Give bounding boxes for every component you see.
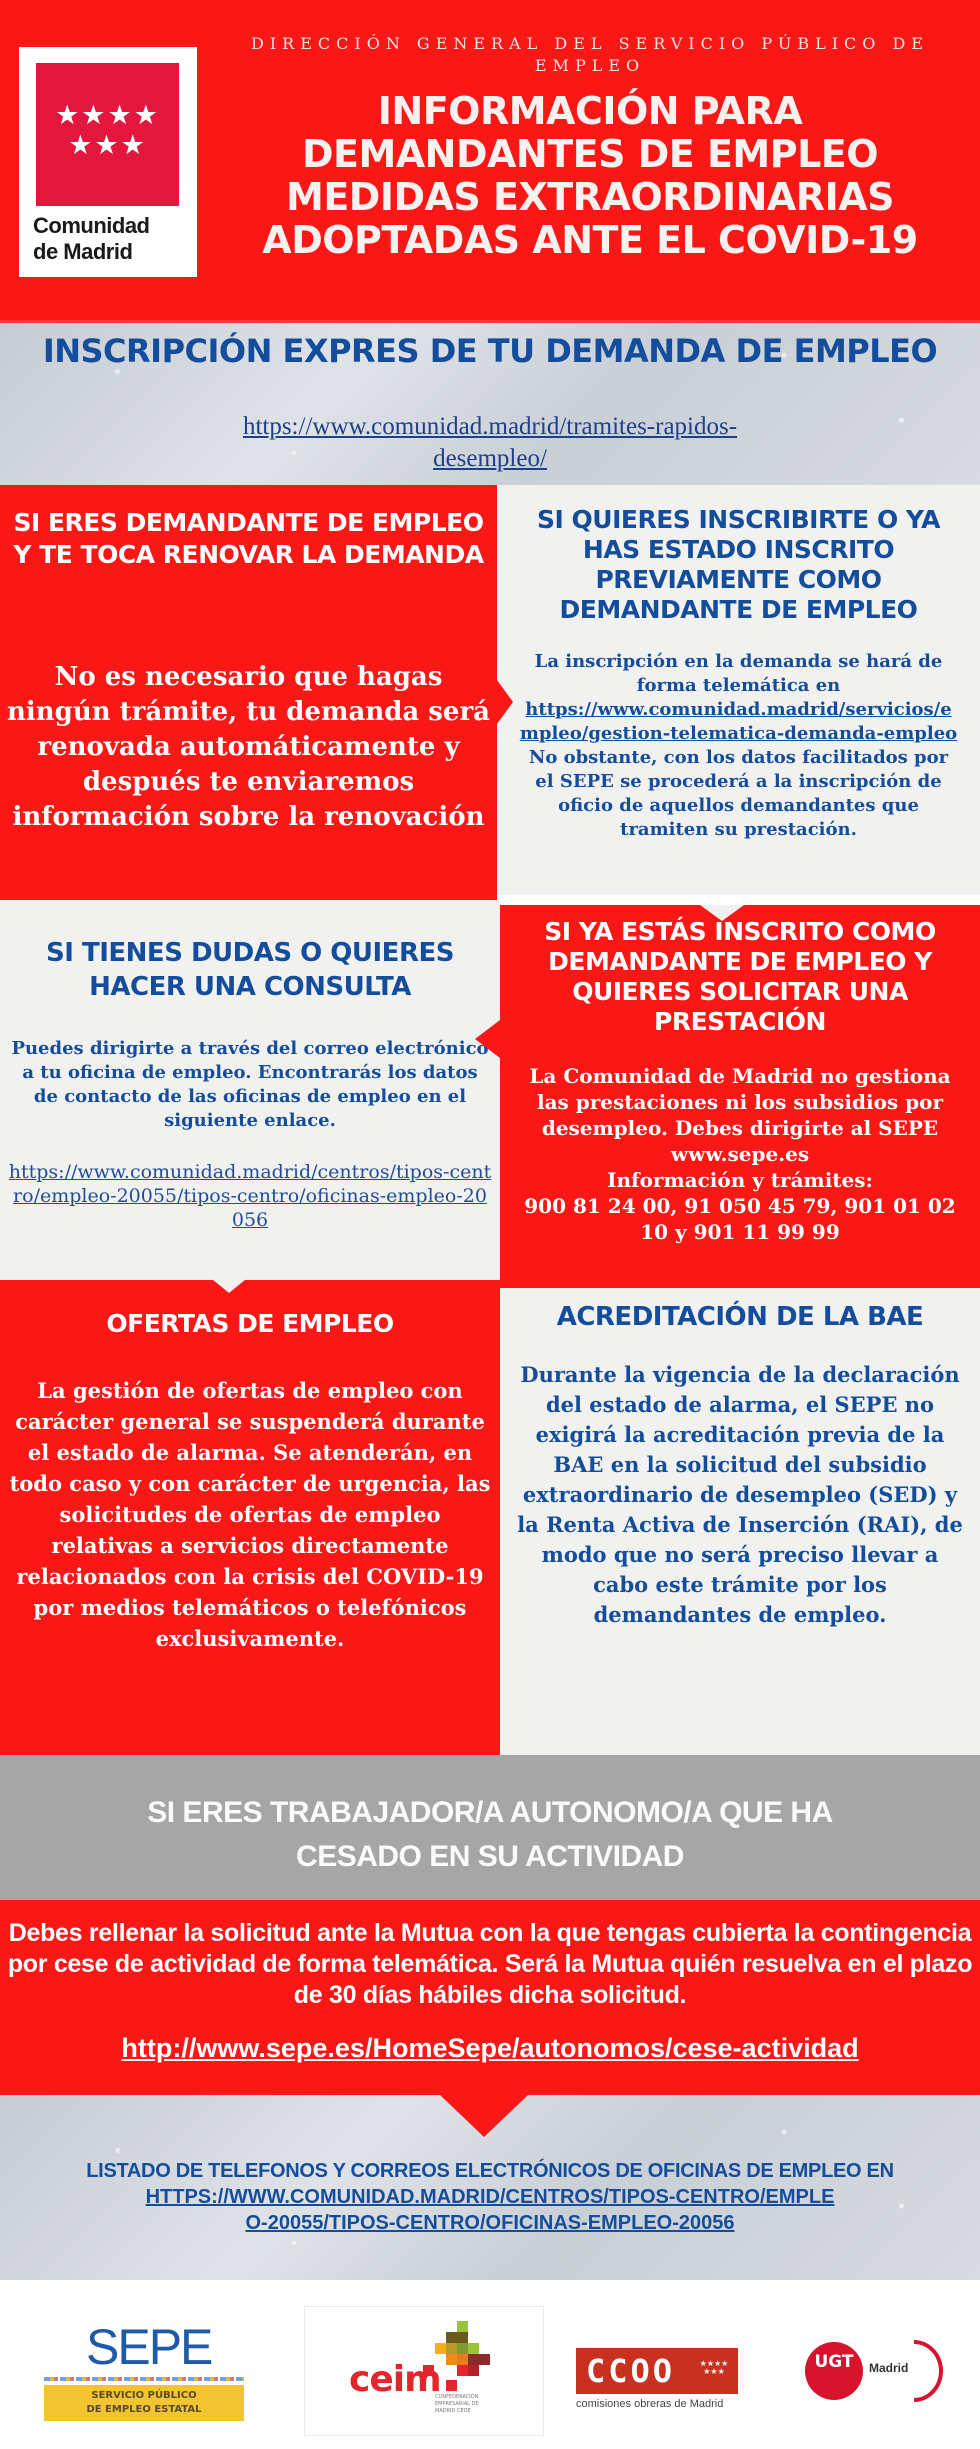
listado-title: LISTADO DE TELEFONOS Y CORREOS ELECTRÓNICOS DE OFICINAS DE EMPLEO EN: [86, 2160, 894, 2182]
gestion-telematica-link[interactable]: https://www.comunidad.madrid/servicios/empleo/gestion-telematica-demanda-empleo: [519, 699, 958, 744]
autonomo-body: Debes rellenar la solicitud ante la Mutua con la que tengas cubierta la contingencia por cese de actividad de forma telemática. Será la Mutua quién resuelva en el plazo de 30 días hábiles dicha solicitud.: [7, 1919, 973, 2009]
ugt-logo: UGT Madrid: [805, 2342, 935, 2404]
divider: [500, 1280, 980, 1288]
dudas-body: Puedes dirigirte a través del correo electrónico a tu oficina de empleo. Encontrarás los datos de contacto de las oficinas de empleo en el siguiente enlace.: [11, 1038, 489, 1131]
phone-numbers: 900 81 24 00, 91 050 45 79, 901 01 02 10 y 901 11 99 99: [524, 1194, 956, 1244]
logo-text: Comunidad de Madrid: [33, 213, 150, 264]
comunidad-madrid-logo: [19, 47, 197, 277]
logo-flag: [36, 63, 179, 206]
autonomo-header: [0, 1755, 980, 1900]
org-line: DIRECCIÓN GENERAL DEL SERVICIO PÚBLICO DE EMPLEO: [251, 34, 929, 75]
inscripcion-link[interactable]: https://www.comunidad.madrid/tramites-rapidos-desempleo/: [242, 413, 738, 472]
renovar-section: [0, 485, 497, 900]
listado-link[interactable]: HTTPS://WWW.COMUNIDAD.MADRID/CENTROS/TIPOS-CENTRO/EMPLEO-20055/TIPOS-CENTRO/OFICINAS-EMPLEO-20056: [145, 2186, 835, 2234]
dudas-title: SI TIENES DUDAS O QUIERES HACER UNA CONSULTA: [46, 938, 454, 1002]
header: [0, 0, 980, 320]
bae-section: [500, 1280, 980, 1755]
oficinas-link[interactable]: https://www.comunidad.madrid/centros/tipos-centro/empleo-20055/tipos-centro/oficinas-empleo-20056: [8, 1161, 492, 1231]
arrow-down-decoration: [700, 905, 744, 921]
autonomo-section: [0, 1900, 980, 2095]
inscribirte-body: La inscripción en la demanda se hará de forma telemática en https://www.comunidad.madrid/servicios/empleo/gestion-telematica-demanda-empleo No obstante, con los datos facilitados por el SEPE se procederá a la inscripción de oficio de aquellos demandantes que tramiten su prestación.: [517, 650, 960, 842]
ofertas-title: OFERTAS DE EMPLEO: [106, 1309, 394, 1338]
stars-icon: ★★★★ ★★★: [699, 2359, 729, 2376]
renovar-title: SI ERES DEMANDANTE DE EMPLEO Y TE TOCA RENOVAR LA DEMANDA: [13, 508, 484, 569]
bae-title: ACREDITACIÓN DE LA BAE: [556, 1302, 924, 1332]
listado-section: [0, 2095, 980, 2280]
inscribirte-section: [497, 485, 980, 895]
inscripcion-title: INSCRIPCIÓN EXPRES DE TU DEMANDA DE EMPLEO: [42, 332, 938, 370]
cese-actividad-link[interactable]: http://www.sepe.es/HomeSepe/autonomos/cese-actividad: [121, 2033, 859, 2063]
autonomo-title: SI ERES TRABAJADOR/A AUTONOMO/A QUE HA CESADO EN SU ACTIVIDAD: [147, 1796, 833, 1873]
partner-logos: [0, 2280, 980, 2449]
prestacion-body: La Comunidad de Madrid no gestiona las prestaciones ni los subsidios por desempleo. Debes dirigirte al SEPE www.sepe.es Información y trámites: 900 81 24 00, 91 050 45 79, 901 01 02 10 y 901 11 99 99: [520, 1063, 960, 1245]
dudas-section: [0, 900, 500, 1280]
stars-icon: ★★★★ ★★★: [55, 100, 160, 161]
ccoo-logo: CCOO ★★★★ ★★★ comisiones obreras de Madrid: [576, 2348, 738, 2420]
arrow-down-decoration: [440, 2095, 528, 2137]
arrow-down-decoration: [207, 1275, 251, 1293]
ofertas-section: [0, 1280, 500, 1755]
sepe-logo: SEPE SERVICIO PÚBLICO DE EMPLEO ESTATAL: [44, 2322, 244, 2422]
prestacion-title: SI YA ESTÁS INSCRITO COMO DEMANDANTE DE EMPLEO Y QUIERES SOLICITAR UNA PRESTACIÓN: [544, 917, 936, 1036]
ceim-logo: ceim CONFEDERACIÓN EMPRESARIAL DE MADRID CEOE: [304, 2306, 544, 2436]
handshake-icon: UGT: [805, 2342, 863, 2400]
page-title: INFORMACIÓN PARA DEMANDANTES DE EMPLEO MEDIDAS EXTRAORDINARIAS ADOPTADAS ANTE EL COVID-19: [262, 89, 918, 262]
arrow-right-decoration: [497, 680, 513, 724]
renovar-body: No es necesario que hagas ningún trámite, tu demanda será renovada automáticamente y después te enviaremos información sobre la renovación: [6, 662, 491, 832]
ofertas-body: La gestión de ofertas de empleo con carácter general se suspenderá durante el estado de alarma. Se atenderán, en todo caso y con carácter de urgencia, las solicitudes de ofertas de empleo relativas a servicios directamente relacionados con la crisis del COVID-19 por medios telemáticos o telefónicos exclusivamente.: [9, 1378, 491, 1651]
decorative-strip: [44, 2377, 244, 2381]
bae-body: Durante la vigencia de la declaración del estado de alarma, el SEPE no exigirá la acreditación previa de la BAE en la solicitud del subsidio extraordinario de desempleo (SED) y la Renta Activa de Inserción (RAI), de modo que no será preciso llevar a cabo este trámite por los demandantes de empleo.: [517, 1362, 963, 1627]
inscripcion-expres-section: [0, 320, 980, 485]
prestacion-section: [500, 905, 980, 1280]
inscribirte-title: SI QUIERES INSCRIBIRTE O YA HAS ESTADO INSCRITO PREVIAMENTE COMO DEMANDANTE DE EMPLEO: [537, 505, 940, 624]
arrow-left-decoration: [475, 1020, 500, 1058]
